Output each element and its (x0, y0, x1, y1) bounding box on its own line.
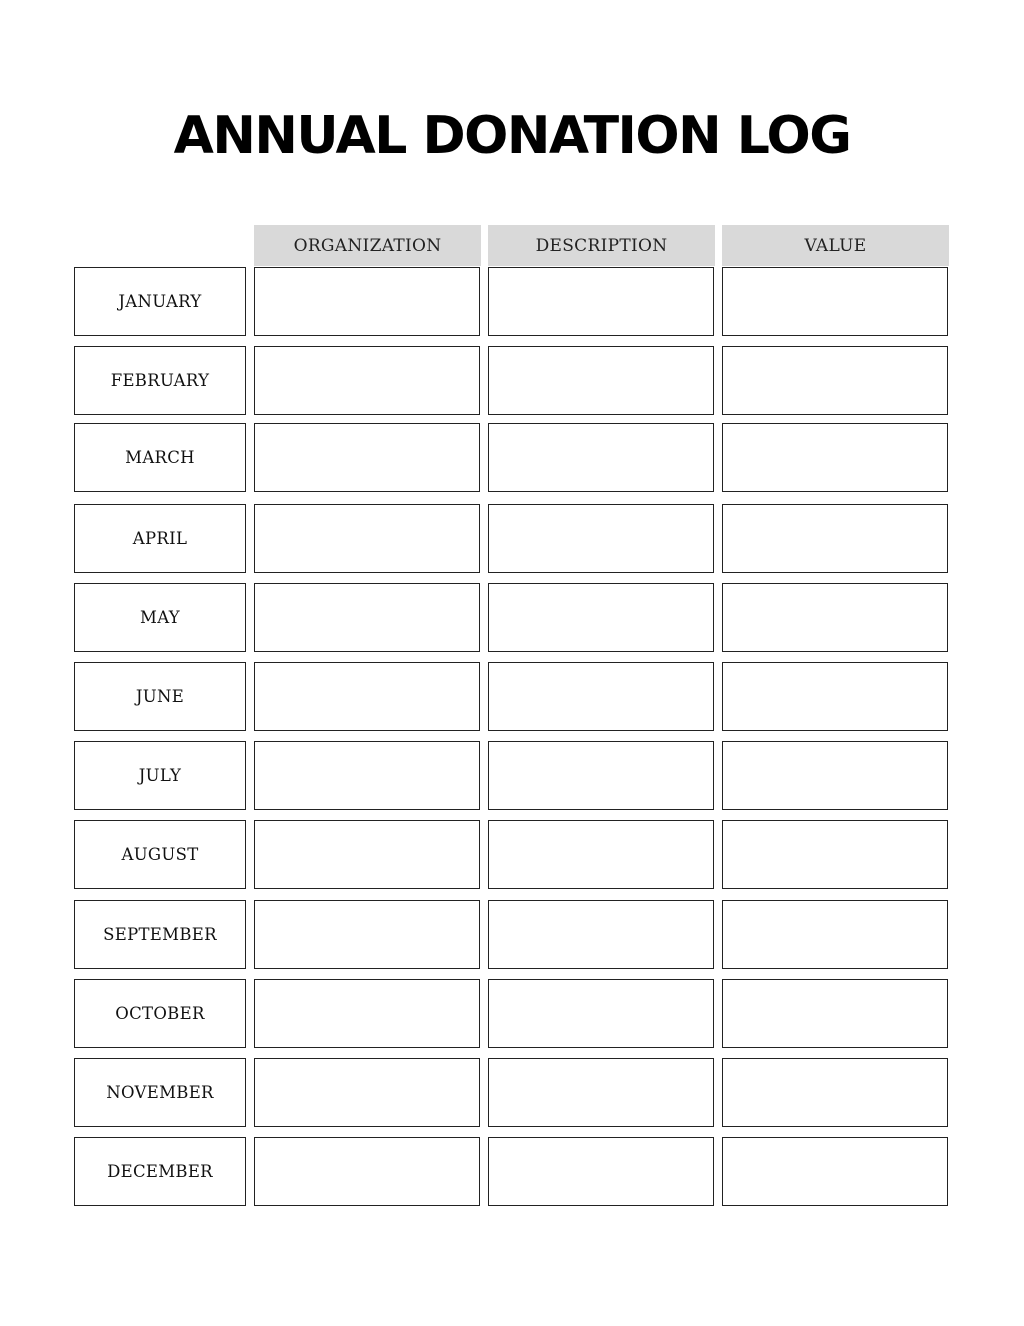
entry-cell-march-value[interactable] (722, 423, 948, 492)
entry-cell-december-organization[interactable] (254, 1137, 480, 1206)
entry-cell-september-value[interactable] (722, 900, 948, 969)
entry-cell-june-organization[interactable] (254, 662, 480, 731)
column-header-description: DESCRIPTION (488, 225, 715, 266)
month-label-march: MARCH (74, 423, 246, 492)
entry-cell-august-description[interactable] (488, 820, 714, 889)
page-title: ANNUAL DONATION LOG (173, 106, 851, 166)
month-label-december: DECEMBER (74, 1137, 246, 1206)
month-label-october: OCTOBER (74, 979, 246, 1048)
month-label-april: APRIL (74, 504, 246, 573)
entry-cell-april-description[interactable] (488, 504, 714, 573)
entry-cell-april-organization[interactable] (254, 504, 480, 573)
entry-cell-november-organization[interactable] (254, 1058, 480, 1127)
column-header-organization: ORGANIZATION (254, 225, 481, 266)
entry-cell-october-description[interactable] (488, 979, 714, 1048)
entry-cell-october-organization[interactable] (254, 979, 480, 1048)
entry-cell-july-value[interactable] (722, 741, 948, 810)
entry-cell-february-value[interactable] (722, 346, 948, 415)
entry-cell-march-description[interactable] (488, 423, 714, 492)
entry-cell-december-value[interactable] (722, 1137, 948, 1206)
month-label-may: MAY (74, 583, 246, 652)
entry-cell-january-description[interactable] (488, 267, 714, 336)
month-label-november: NOVEMBER (74, 1058, 246, 1127)
entry-cell-may-description[interactable] (488, 583, 714, 652)
entry-cell-may-value[interactable] (722, 583, 948, 652)
entry-cell-february-organization[interactable] (254, 346, 480, 415)
entry-cell-july-description[interactable] (488, 741, 714, 810)
month-label-june: JUNE (74, 662, 246, 731)
entry-cell-august-value[interactable] (722, 820, 948, 889)
entry-cell-december-description[interactable] (488, 1137, 714, 1206)
month-label-january: JANUARY (74, 267, 246, 336)
entry-cell-january-value[interactable] (722, 267, 948, 336)
column-header-value: VALUE (722, 225, 949, 266)
entry-cell-october-value[interactable] (722, 979, 948, 1048)
entry-cell-may-organization[interactable] (254, 583, 480, 652)
entry-cell-january-organization[interactable] (254, 267, 480, 336)
entry-cell-november-value[interactable] (722, 1058, 948, 1127)
entry-cell-july-organization[interactable] (254, 741, 480, 810)
month-label-august: AUGUST (74, 820, 246, 889)
entry-cell-september-description[interactable] (488, 900, 714, 969)
month-label-september: SEPTEMBER (74, 900, 246, 969)
month-label-february: FEBRUARY (74, 346, 246, 415)
entry-cell-november-description[interactable] (488, 1058, 714, 1127)
entry-cell-march-organization[interactable] (254, 423, 480, 492)
entry-cell-february-description[interactable] (488, 346, 714, 415)
entry-cell-september-organization[interactable] (254, 900, 480, 969)
entry-cell-april-value[interactable] (722, 504, 948, 573)
entry-cell-june-description[interactable] (488, 662, 714, 731)
entry-cell-june-value[interactable] (722, 662, 948, 731)
entry-cell-august-organization[interactable] (254, 820, 480, 889)
month-label-july: JULY (74, 741, 246, 810)
